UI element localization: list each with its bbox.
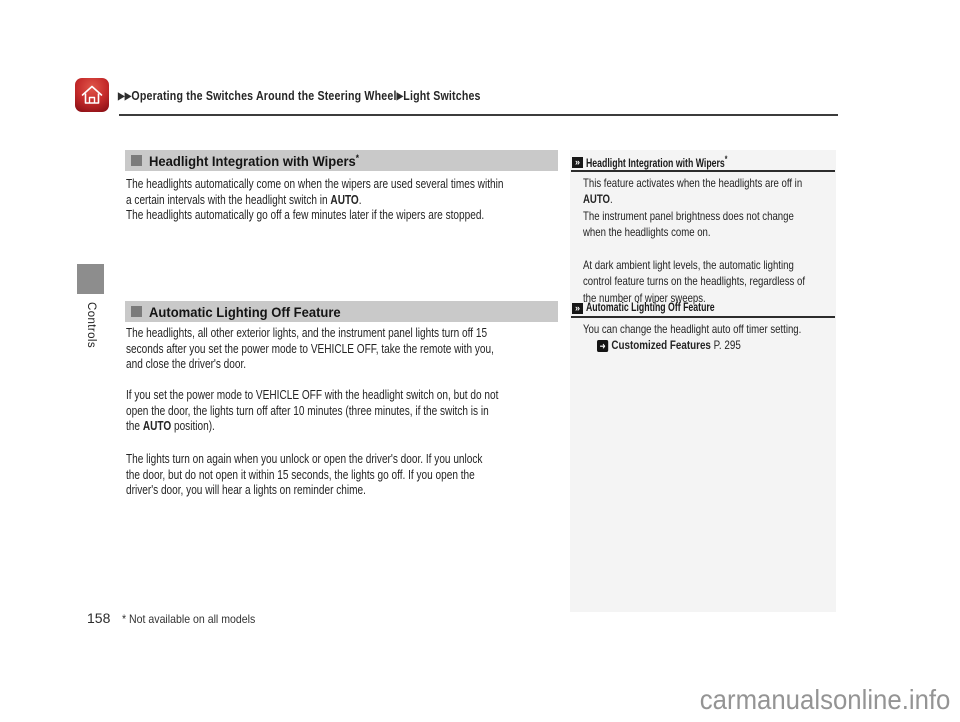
blank-line [583, 241, 861, 257]
breadcrumb-arrows-icon: ▶▶ [118, 91, 132, 102]
breadcrumb-subsection[interactable]: Light Switches [403, 89, 481, 103]
cross-reference-link[interactable] [597, 337, 804, 353]
cross-reference-arrow-icon: ➜ [597, 340, 608, 352]
text-line: The headlights automatically come on when the wipers are used several times within [126, 177, 504, 191]
home-icon-graphic [74, 77, 110, 113]
text-line: seconds after you set the power mode to VEHICLE OFF, take the remote with you, [126, 341, 494, 356]
text-line: the AUTO position). [126, 419, 215, 433]
footnote-asterisk: * [355, 152, 360, 163]
section-title: Headlight Integration with Wipers* [149, 152, 360, 169]
note-header-headlight-integration [572, 154, 772, 170]
note-title: Headlight Integration with Wipers* [586, 154, 728, 170]
section-bullet-icon [131, 155, 142, 166]
header-rule [119, 114, 838, 116]
home-icon[interactable] [74, 77, 110, 113]
paragraph [126, 388, 592, 435]
text-line: when the headlights come on. [583, 225, 711, 240]
text-line: The instrument panel brightness does not change [583, 208, 794, 223]
text-line: driver's door, you will hear a lights on reminder chime. [126, 483, 366, 497]
text-line: The lights turn on again when you unlock or open the driver's door. If you unlock [126, 452, 483, 466]
note-rule [571, 316, 835, 318]
paragraph [126, 452, 572, 499]
text-line: You can change the headlight auto off timer setting. [583, 322, 802, 336]
breadcrumb-section[interactable]: Operating the Switches Around the Steering Wheel [131, 89, 397, 103]
text-line: This feature activates when the headlights are off in [583, 176, 803, 190]
paragraph [126, 177, 598, 224]
chapter-tab-label: Controls [85, 302, 97, 349]
note-title: Automatic Lighting Off Feature [586, 302, 715, 314]
info-icon: » [572, 157, 583, 168]
chapter-tab-marker [77, 264, 104, 294]
info-icon: » [572, 303, 583, 314]
text-line: If you set the power mode to VEHICLE OFF with the headlight switch on, but do not [126, 388, 499, 402]
note-body [583, 321, 856, 354]
note-rule [571, 170, 835, 172]
section-header-headlight-integration [125, 150, 558, 171]
watermark-text: carmanualsonline.info [699, 684, 950, 715]
section-title: Automatic Lighting Off Feature [149, 303, 341, 320]
note-header-auto-lighting-off [572, 302, 755, 314]
text-line: the number of wiper sweeps. [583, 290, 706, 305]
text-line: the door, but do not open it within 15 seconds, the lights go off. If you open the [126, 467, 475, 482]
section-header-auto-lighting-off [125, 301, 558, 322]
margin-notes-panel [570, 150, 836, 612]
text-line: and close the driver's door. [126, 357, 247, 371]
text-line: The headlights, all other exterior lights, and the instrument panel lights turn off 15 [126, 326, 488, 340]
breadcrumb [118, 89, 481, 103]
text-line: AUTO. [583, 192, 613, 207]
note-body [583, 175, 861, 306]
breadcrumb-separator-icon: ▶ [396, 91, 404, 102]
section-bullet-icon [131, 306, 142, 317]
text-line: open the door, the lights turn off after 10 minutes (three minutes, if the switch is in [126, 403, 489, 418]
text-line: a certain intervals with the headlight switch in AUTO. [126, 192, 362, 207]
footnote: * Not available on all models [122, 612, 256, 626]
text-line: At dark ambient light levels, the automatic lighting [583, 258, 794, 273]
text-line: The headlights automatically go off a few minutes later if the wipers are stopped. [126, 208, 485, 222]
page-number: 158 [87, 610, 111, 626]
footnote-asterisk: * [724, 154, 728, 164]
text-line: control feature turns on the headlights, regardless of [583, 274, 805, 289]
paragraph [126, 326, 586, 373]
cross-reference-text: Customized Features P. 295 [611, 338, 741, 353]
